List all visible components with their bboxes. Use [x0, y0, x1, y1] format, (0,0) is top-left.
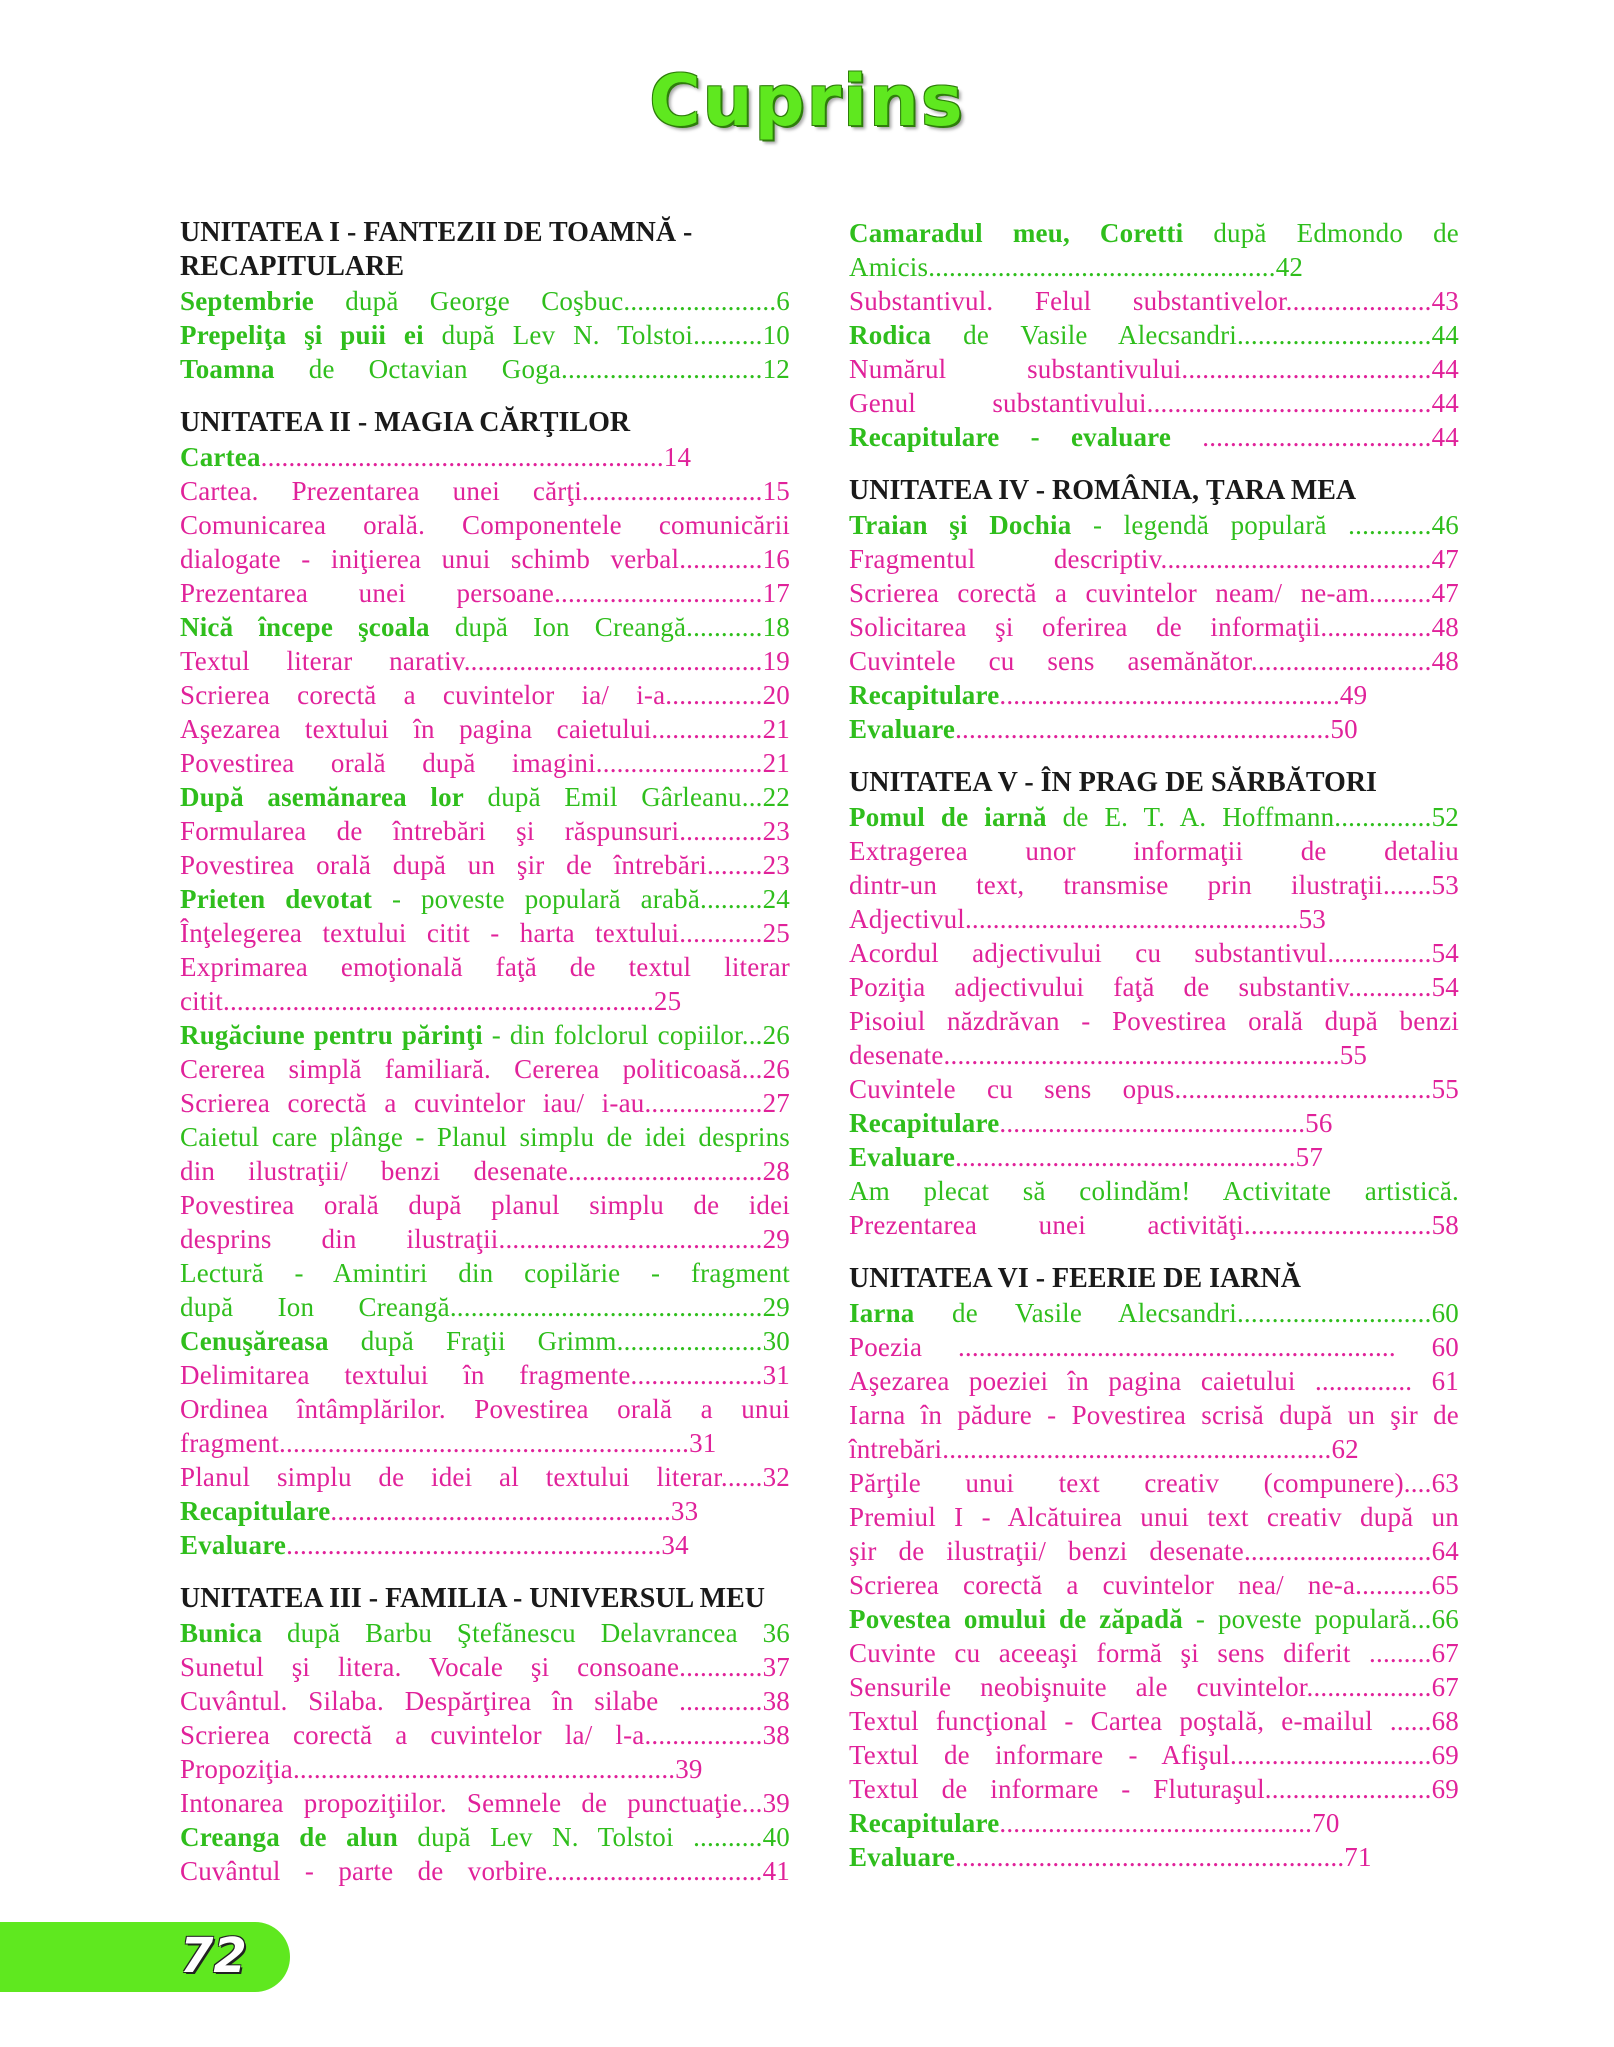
toc-entry[interactable] [849, 1140, 1459, 1174]
toc-entry-text: după Emil Gârleanu...22 [463, 782, 790, 812]
toc-entry[interactable] [180, 610, 790, 644]
toc-entry[interactable] [849, 420, 1459, 454]
toc-entry[interactable] [849, 250, 1459, 284]
toc-entry-title: Evaluare [180, 1530, 287, 1560]
toc-entry-title: Rugăciune pentru părinţi [180, 1020, 483, 1050]
toc-entry-text: Genul substantivului.........................................44 [849, 388, 1459, 418]
toc-entry-text: după Ion Creangă...........18 [429, 612, 790, 642]
toc-entry-title: Recapitulare [849, 1108, 1000, 1138]
toc-entry[interactable] [180, 474, 790, 508]
toc-entry-text: după Barbu Ştefănescu Delavrancea 36 [262, 1618, 790, 1648]
toc-entry-text: .................................44 [1171, 422, 1459, 452]
toc-entry-title: Toamna [180, 354, 275, 384]
toc-entry-text: Acordul adjectivului cu substantivul...............54 [849, 938, 1459, 968]
toc-entry-text: de Vasile Alecsandri............................60 [914, 1298, 1459, 1328]
toc-entry[interactable] [849, 284, 1459, 318]
toc-entry-text: Povestirea orală după imagini........................21 [180, 748, 790, 778]
toc-entry-text: după Lev N. Tolstoi..........10 [423, 320, 790, 350]
toc-entry[interactable] [180, 1718, 790, 1752]
toc-entry[interactable] [849, 1106, 1459, 1140]
toc-entry-title: Recapitulare - evaluare [849, 422, 1172, 452]
toc-entry-text: Povestirea orală după un şir de întrebări........23 [180, 850, 790, 880]
toc-entry-title: Prieten devotat [180, 884, 373, 914]
toc-entry[interactable] [180, 746, 790, 780]
toc-entry-text: - poveste populară...66 [1183, 1604, 1459, 1634]
toc-entry-text: din ilustraţii/ benzi desenate............................28 [180, 1156, 790, 1186]
toc-entry[interactable] [849, 1568, 1459, 1602]
toc-entry[interactable] [180, 644, 790, 678]
toc-entry-text: Textul funcţional - Cartea poştală, e-mailul ......68 [849, 1706, 1459, 1736]
toc-entry[interactable] [849, 1738, 1459, 1772]
toc-entry-text: Scrierea corectă a cuvintelor neam/ ne-am.........47 [849, 578, 1459, 608]
toc-entry[interactable] [180, 1290, 790, 1324]
toc-entry-text: Amicis..................................................42 [849, 252, 1304, 282]
toc-entry[interactable] [849, 386, 1459, 420]
toc-entry-text: ............................................56 [999, 1108, 1333, 1138]
toc-entry[interactable] [180, 1154, 790, 1188]
toc-entry-text: Povestirea orală după planul simplu de idei [180, 1190, 790, 1220]
toc-entry-text: de Octavian Goga.............................12 [274, 354, 790, 384]
toc-entry[interactable] [849, 1330, 1459, 1364]
toc-entry[interactable] [849, 868, 1459, 902]
toc-entry[interactable] [849, 216, 1459, 250]
toc-entry-text: Propoziţia.......................................................39 [180, 1754, 703, 1784]
toc-entry-text: Cererea simplă familiară. Cererea politicoasă...26 [180, 1054, 790, 1084]
toc-entry-text: Aşezarea poeziei în pagina caietului .............. 61 [849, 1366, 1459, 1396]
toc-entry-text: după Edmondo de [1183, 218, 1459, 248]
toc-entry-text: Intonarea propoziţiilor. Semnele de punctuaţie...39 [180, 1788, 790, 1818]
toc-entry-text: după Ion Creangă.............................................29 [180, 1292, 790, 1322]
toc-entry-title: Bunica [180, 1618, 263, 1648]
toc-entry[interactable] [849, 1840, 1459, 1874]
toc-entry-text: Textul literar narativ...........................................19 [180, 646, 790, 676]
toc-entry-text: Exprimarea emoţională faţă de textul literar [180, 952, 790, 982]
toc-entry-text: Iarna în pădure - Povestirea scrisă după un şir de [849, 1400, 1459, 1430]
page-number: 72 [180, 1928, 247, 1984]
toc-entry-text: Sunetul şi litera. Vocale şi consoane............37 [180, 1652, 790, 1682]
toc-entry-title: Pomul de iarnă [849, 802, 1047, 832]
toc-entry-text: Cuvinte cu aceeaşi formă şi sens diferit .........67 [849, 1638, 1459, 1668]
toc-entry[interactable] [849, 936, 1459, 970]
toc-entry-title: Povestea omului de zăpadă [849, 1604, 1184, 1634]
toc-entry-text: Scrierea corectă a cuvintelor ia/ i-a..............20 [180, 680, 790, 710]
toc-entry-text: ......................................................34 [286, 1530, 689, 1560]
toc-entry-text: ......................................................50 [955, 714, 1358, 744]
toc-entry-text: .............................................70 [999, 1808, 1340, 1838]
toc-entry[interactable] [180, 1650, 790, 1684]
toc-entry[interactable] [849, 678, 1459, 712]
toc-entry[interactable] [849, 1636, 1459, 1670]
toc-entry-text: .................................................49 [999, 680, 1368, 710]
toc-entry-text: desprins din ilustraţii......................................29 [180, 1224, 790, 1254]
toc-entry-title: Cenuşăreasa [180, 1326, 329, 1356]
toc-entry-title: Traian şi Dochia [849, 510, 1072, 540]
toc-entry-text: fragment...........................................................31 [180, 1428, 717, 1458]
toc-entry-title: Cartea [180, 442, 261, 472]
toc-entry[interactable] [180, 1120, 790, 1154]
toc-entry-text: Caietul care plânge - Planul simplu de idei desprins [180, 1122, 790, 1152]
toc-entry-title: Evaluare [849, 1142, 956, 1172]
toc-entry-title: Recapitulare [849, 680, 1000, 710]
toc-entry-title: Iarna [849, 1298, 915, 1328]
toc-entry-text: Planul simplu de idei al textului literar......32 [180, 1462, 790, 1492]
toc-entry[interactable] [849, 542, 1459, 576]
toc-entry[interactable] [180, 916, 790, 950]
toc-entry[interactable] [849, 1602, 1459, 1636]
toc-entry-text: Sensurile neobişnuite ale cuvintelor..................67 [849, 1672, 1459, 1702]
toc-entry-text: de Vasile Alecsandri............................44 [931, 320, 1459, 350]
toc-entry-text: Delimitarea textului în fragmente...................31 [180, 1360, 790, 1390]
toc-entry[interactable] [849, 1364, 1459, 1398]
toc-entry[interactable] [849, 902, 1459, 936]
toc-right-column [849, 216, 1459, 1874]
toc-entry[interactable] [180, 712, 790, 746]
toc-entry-text: Substantivul. Felul substantivelor.....................43 [849, 286, 1459, 316]
toc-entry-text: Poziţia adjectivului faţă de substantiv............54 [849, 972, 1459, 1002]
toc-entry-text: Cuvintele cu sens opus.....................................55 [849, 1074, 1459, 1104]
toc-entry[interactable] [849, 1208, 1459, 1242]
toc-entry[interactable] [180, 678, 790, 712]
toc-entry[interactable] [180, 440, 790, 474]
toc-entry-text: Scrierea corectă a cuvintelor iau/ i-au.................27 [180, 1088, 790, 1118]
toc-entry-text: Numărul substantivului....................................44 [849, 354, 1459, 384]
toc-entry-text: Premiul I - Alcătuirea unui text creativ după un [849, 1502, 1459, 1532]
toc-entry-text: desenate.........................................................55 [849, 1040, 1368, 1070]
toc-entry-text: întrebări........................................................62 [849, 1434, 1359, 1464]
toc-entry[interactable] [849, 1670, 1459, 1704]
toc-entry[interactable] [849, 1772, 1459, 1806]
toc-entry[interactable] [180, 882, 790, 916]
toc-entry[interactable] [180, 1616, 790, 1650]
toc-entry-title: Recapitulare [849, 1808, 1000, 1838]
toc-entry-text: şir de ilustraţii/ benzi desenate...........................64 [849, 1536, 1459, 1566]
toc-entry-text: Cartea. Prezentarea unei cărţi..........................15 [180, 476, 790, 506]
toc-entry-text: după Fraţii Grimm.....................30 [328, 1326, 790, 1356]
page-title: Cuprins [649, 60, 965, 142]
toc-entry[interactable] [849, 318, 1459, 352]
toc-entry[interactable] [180, 814, 790, 848]
unit-heading: UNITATEA VI - FEERIE DE IARNĂ [849, 1263, 1301, 1294]
toc-entry-text: ........................................................71 [955, 1842, 1372, 1872]
toc-entry[interactable] [180, 508, 790, 542]
toc-entry[interactable] [180, 1460, 790, 1494]
toc-entry-text: Textul de informare - Afişul.............................69 [849, 1740, 1459, 1770]
toc-entry-title: Evaluare [849, 714, 956, 744]
toc-entry[interactable] [180, 576, 790, 610]
toc-entry-text: de E. T. A. Hoffmann..............52 [1046, 802, 1459, 832]
toc-entry[interactable] [849, 1072, 1459, 1106]
toc-entry-title: Camaradul meu, Coretti [849, 218, 1184, 248]
unit-heading: UNITATEA I - FANTEZII DE TOAMNĂ - RECAPITULARE [180, 217, 693, 282]
toc-entry[interactable] [180, 1222, 790, 1256]
toc-entry[interactable] [180, 1188, 790, 1222]
toc-entry-text: .................................................57 [955, 1142, 1324, 1172]
toc-entry-text: Scrierea corectă a cuvintelor nea/ ne-a...........65 [849, 1570, 1459, 1600]
toc-entry[interactable] [180, 542, 790, 576]
unit-heading: UNITATEA V - ÎN PRAG DE SĂRBĂTORI [849, 767, 1377, 798]
toc-entry[interactable] [849, 1500, 1459, 1534]
toc-entry[interactable] [849, 1704, 1459, 1738]
toc-entry[interactable] [180, 1786, 790, 1820]
toc-entry[interactable] [180, 1494, 790, 1528]
toc-entry[interactable] [849, 1038, 1459, 1072]
toc-entry[interactable] [849, 1534, 1459, 1568]
toc-entry-title: Creanga de alun [180, 1822, 398, 1852]
toc-entry-text: - poveste populară arabă.........24 [372, 884, 791, 914]
toc-entry[interactable] [180, 1820, 790, 1854]
toc-entry[interactable] [180, 1392, 790, 1426]
toc-entry[interactable] [849, 352, 1459, 386]
unit-heading: UNITATEA II - MAGIA CĂRŢILOR [180, 407, 631, 438]
toc-entry[interactable] [849, 970, 1459, 1004]
toc-entry[interactable] [180, 1426, 790, 1460]
toc-entry-title: După asemănarea lor [180, 782, 464, 812]
toc-entry[interactable] [849, 1806, 1459, 1840]
toc-entry[interactable] [849, 644, 1459, 678]
toc-entry-text: Scrierea corectă a cuvintelor la/ l-a.................38 [180, 1720, 790, 1750]
toc-entry-text: citit..............................................................25 [180, 986, 682, 1016]
toc-entry-text: Prezentarea unei activităţi...........................58 [849, 1210, 1459, 1240]
toc-entry-text: după Lev N. Tolstoi ..........40 [397, 1822, 790, 1852]
toc-entry[interactable] [180, 318, 790, 352]
toc-entry[interactable] [849, 1174, 1459, 1208]
toc-entry-text: Fragmentul descriptiv.......................................47 [849, 544, 1459, 574]
toc-entry[interactable] [849, 834, 1459, 868]
toc-entry-text: ..........................................................14 [260, 442, 692, 472]
toc-entry-text: Am plecat să colindăm! Activitate artistică. [849, 1176, 1459, 1206]
unit-heading: UNITATEA III - FAMILIA - UNIVERSUL MEU [180, 1583, 765, 1614]
toc-entry[interactable] [849, 610, 1459, 644]
toc-entry[interactable] [180, 1052, 790, 1086]
toc-entry[interactable] [849, 800, 1459, 834]
toc-entry[interactable] [849, 576, 1459, 610]
toc-entry-text: .................................................33 [330, 1496, 699, 1526]
toc-entry-text: Extragerea unor informaţii de detaliu [849, 836, 1459, 866]
toc-entry-text: Aşezarea textului în pagina caietului................21 [180, 714, 790, 744]
toc-entry-text: Comunicarea orală. Componentele comunicării [180, 510, 790, 540]
toc-entry-title: Septembrie [180, 286, 314, 316]
toc-entry-title: Evaluare [849, 1842, 956, 1872]
toc-entry[interactable] [849, 1296, 1459, 1330]
toc-entry-text: Cuvântul - parte de vorbire...............................41 [180, 1856, 790, 1886]
toc-entry-title: Rodica [849, 320, 932, 350]
toc-entry-text: Adjectivul................................................53 [849, 904, 1326, 934]
toc-left-column [180, 216, 790, 1888]
toc-entry-text: Lectură - Amintiri din copilărie - fragment [180, 1258, 790, 1288]
toc-entry[interactable] [180, 1854, 790, 1888]
toc-entry[interactable] [180, 950, 790, 984]
toc-entry[interactable] [180, 1684, 790, 1718]
toc-entry[interactable] [849, 712, 1459, 746]
toc-entry[interactable] [180, 352, 790, 386]
toc-entry[interactable] [180, 780, 790, 814]
toc-entry-text: Cuvintele cu sens asemănător..........................48 [849, 646, 1459, 676]
toc-entry[interactable] [180, 284, 790, 318]
toc-entry[interactable] [180, 1324, 790, 1358]
toc-entry-text: Textul de informare - Fluturaşul........................69 [849, 1774, 1459, 1804]
toc-entry-title: Nică începe şcoala [180, 612, 430, 642]
toc-entry[interactable] [849, 508, 1459, 542]
toc-entry[interactable] [180, 848, 790, 882]
toc-entry[interactable] [849, 1466, 1459, 1500]
toc-entry-text: - legendă populară ............46 [1071, 510, 1459, 540]
toc-entry-text: Părţile unui text creativ (compunere)....63 [849, 1468, 1459, 1498]
unit-heading: UNITATEA IV - ROMÂNIA, ŢARA MEA [849, 475, 1357, 506]
toc-entry-text: Înţelegerea textului citit - harta textului............25 [180, 918, 790, 948]
toc-entry-text: Solicitarea şi oferirea de informaţii................48 [849, 612, 1459, 642]
toc-entry[interactable] [180, 1086, 790, 1120]
toc-entry-text: Ordinea întâmplărilor. Povestirea orală a unui [180, 1394, 790, 1424]
toc-entry-text: Poezia ............................................................... 60 [849, 1332, 1459, 1362]
toc-entry[interactable] [849, 1004, 1459, 1038]
toc-entry[interactable] [180, 984, 790, 1018]
toc-entry-title: Recapitulare [180, 1496, 331, 1526]
toc-entry-text: dialogate - iniţierea unui schimb verbal............16 [180, 544, 790, 574]
toc-entry[interactable] [180, 1752, 790, 1786]
toc-entry[interactable] [180, 1018, 790, 1052]
toc-entry[interactable] [849, 1432, 1459, 1466]
toc-entry[interactable] [180, 1358, 790, 1392]
toc-entry-text: Cuvântul. Silaba. Despărţirea în silabe ............38 [180, 1686, 790, 1716]
toc-entry-title: Prepeliţa şi puii ei [180, 320, 424, 350]
toc-entry[interactable] [180, 1528, 790, 1562]
toc-entry[interactable] [849, 1398, 1459, 1432]
toc-entry-text: Pisoiul năzdrăvan - Povestirea orală după benzi [849, 1006, 1459, 1036]
toc-entry-text: dintr-un text, transmise prin ilustraţii.......53 [849, 870, 1459, 900]
toc-entry-text: Prezentarea unei persoane..............................17 [180, 578, 790, 608]
toc-entry[interactable] [180, 1256, 790, 1290]
toc-entry-text: după George Coşbuc......................6 [313, 286, 790, 316]
toc-entry-text: Formularea de întrebări şi răspunsuri............23 [180, 816, 790, 846]
toc-entry-text: - din folclorul copiilor...26 [482, 1020, 790, 1050]
